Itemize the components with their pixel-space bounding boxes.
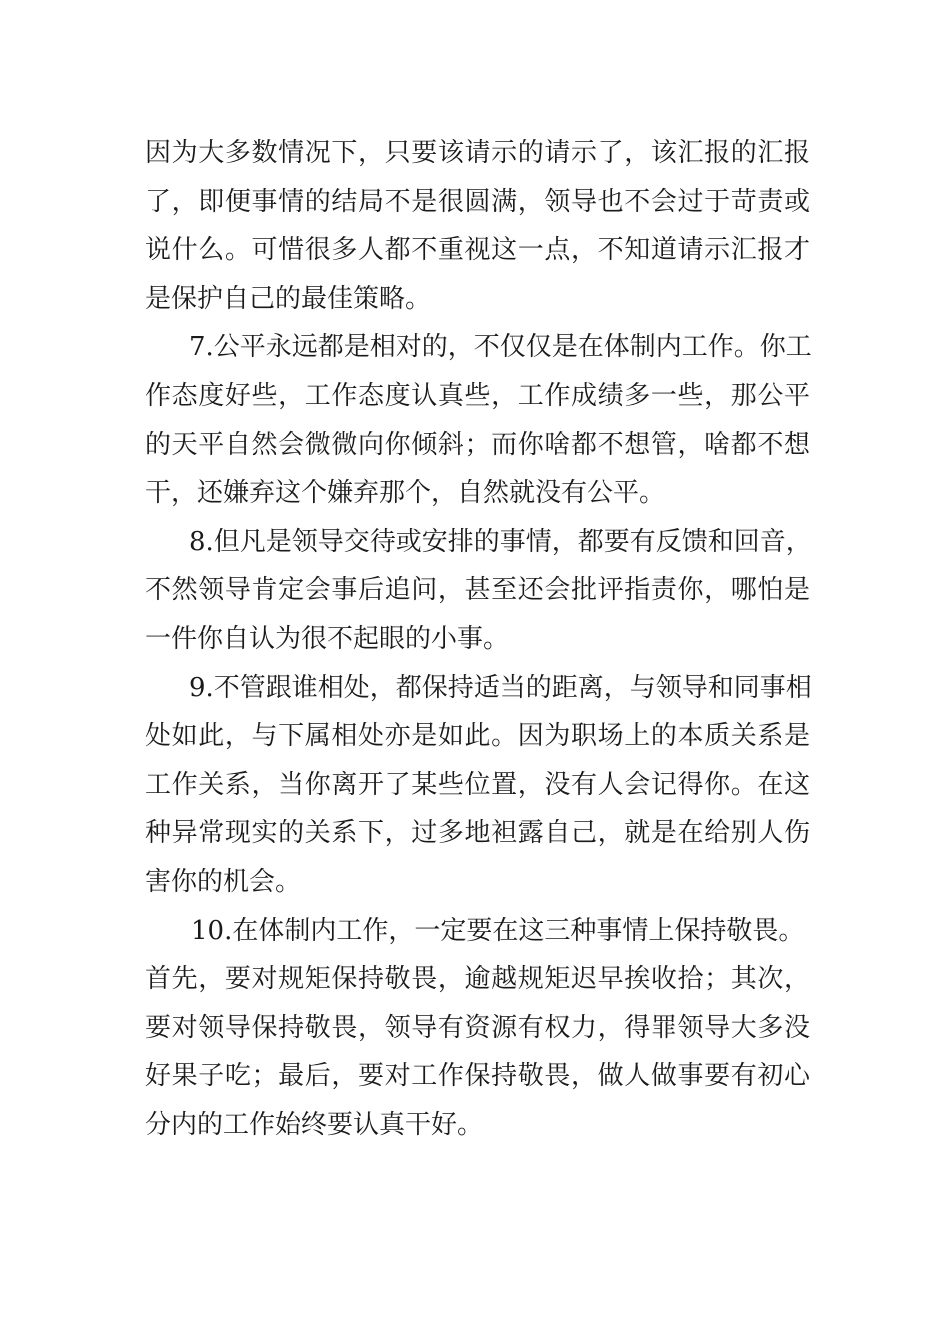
- text-line: 分内的工作始终要认真干好。: [145, 1109, 484, 1140]
- text-line: 10.在体制内工作，一定要在这三种事情上保持敬畏。: [191, 915, 805, 946]
- text-line: 7.公平永远都是相对的，不仅仅是在体制内工作。你工: [189, 332, 812, 363]
- paragraph-item-7: [145, 323, 810, 517]
- paragraph-item-10: [145, 907, 810, 1150]
- text-line: 说什么。可惜很多人都不重视这一点，不知道请示汇报才: [145, 235, 810, 266]
- text-line: 的天平自然会微微向你倾斜；而你啥都不想管，啥都不想: [145, 429, 810, 460]
- text-line: 要对领导保持敬畏，领导有资源有权力，得罪领导大多没: [145, 1012, 810, 1043]
- text-line: 9.不管跟谁相处，都保持适当的距离，与领导和同事相: [189, 672, 812, 703]
- text-line: 8.但凡是领导交待或安排的事情，都要有反馈和回音，: [189, 526, 812, 557]
- text-line: 不然领导肯定会事后追问，甚至还会批评指责你，哪怕是: [145, 575, 810, 606]
- text-line: 种异常现实的关系下，过多地袒露自己，就是在给别人伤: [145, 818, 810, 849]
- text-line: 作态度好些，工作态度认真些，工作成绩多一些，那公平: [145, 380, 810, 411]
- text-line: 处如此，与下属相处亦是如此。因为职场上的本质关系是: [145, 721, 810, 752]
- document-body: [145, 129, 810, 1149]
- text-line: 是保护自己的最佳策略。: [145, 283, 432, 314]
- paragraph-item-9: [145, 664, 810, 907]
- paragraph-1: [145, 129, 810, 323]
- text-line: 害你的机会。: [145, 866, 302, 897]
- text-line: 工作关系，当你离开了某些位置，没有人会记得你。在这: [145, 769, 810, 800]
- text-line: 干，还嫌弃这个嫌弃那个，自然就没有公平。: [145, 478, 666, 509]
- text-line: 了，即便事情的结局不是很圆满，领导也不会过于苛责或: [145, 186, 810, 217]
- text-line: 一件你自认为很不起眼的小事。: [145, 623, 510, 654]
- text-line: 首先，要对规矩保持敬畏，逾越规矩迟早挨收拾；其次，: [145, 964, 810, 995]
- paragraph-item-8: [145, 518, 810, 664]
- text-line: 因为大多数情况下，只要该请示的请示了，该汇报的汇报: [145, 138, 810, 168]
- text-line: 好果子吃；最后，要对工作保持敬畏，做人做事要有初心: [145, 1061, 810, 1092]
